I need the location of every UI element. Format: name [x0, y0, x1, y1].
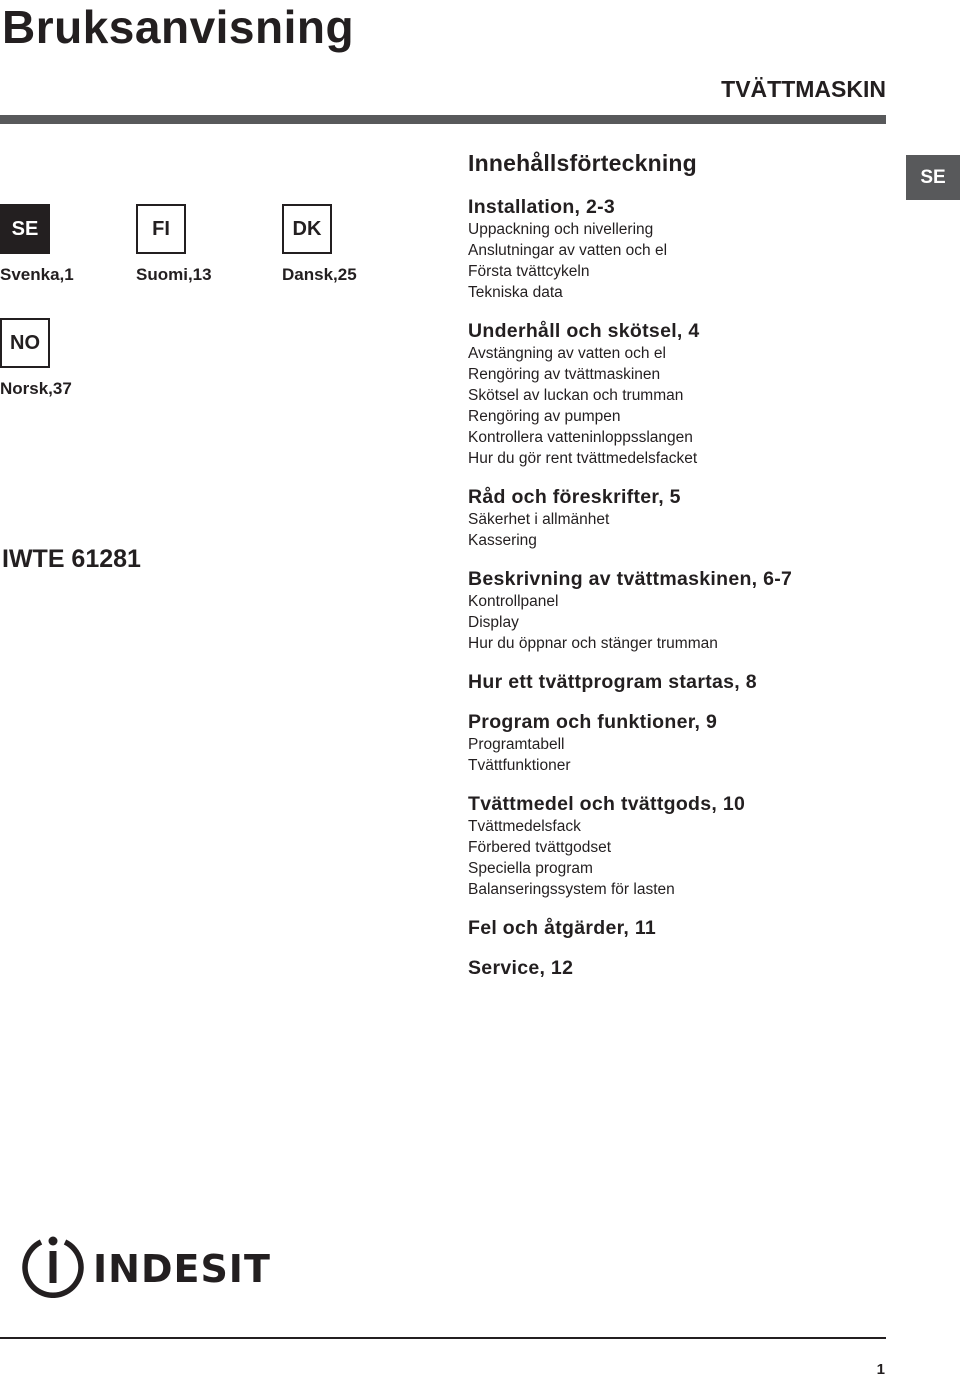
- toc-item[interactable]: Hur du öppnar och stänger trumman: [468, 635, 718, 652]
- language-name: Dansk,25: [282, 265, 357, 284]
- language-code-box: FI: [136, 204, 186, 254]
- toc-item[interactable]: Uppackning och nivellering: [468, 221, 654, 238]
- toc-section: [468, 916, 898, 940]
- language-code-box: SE: [0, 204, 50, 254]
- toc-item[interactable]: Första tvättcykeln: [468, 263, 590, 280]
- model-number: IWTE 61281: [2, 545, 141, 573]
- toc-item[interactable]: Display: [468, 614, 519, 631]
- toc-section: [468, 567, 898, 654]
- indesit-logo-icon: [21, 1234, 271, 1298]
- language-no[interactable]: [0, 318, 72, 399]
- toc-item-list: [468, 816, 898, 900]
- toc-item-list: [468, 219, 898, 303]
- footer-rule: [0, 1337, 886, 1339]
- header-rule: [0, 115, 886, 124]
- toc-item-list: [468, 343, 898, 469]
- language-name: Suomi,13: [136, 265, 212, 284]
- toc-item-list: [468, 734, 898, 776]
- toc-item[interactable]: Kontrollpanel: [468, 593, 559, 610]
- toc-item[interactable]: Programtabell: [468, 736, 565, 753]
- toc-item[interactable]: Skötsel av luckan och trumman: [468, 387, 684, 404]
- toc-section-title[interactable]: Beskrivning av tvättmaskinen, 6-7: [468, 568, 793, 590]
- toc-item[interactable]: Balanseringssystem för lasten: [468, 881, 675, 898]
- brand-wordmark: INDESIT: [93, 1247, 271, 1291]
- toc-section-title[interactable]: Program och funktioner, 9: [468, 711, 718, 733]
- toc-section: [468, 670, 898, 694]
- toc-heading: Innehållsförteckning: [468, 150, 697, 176]
- toc-item-list: [468, 591, 898, 654]
- toc-item[interactable]: Tvättmedelsfack: [468, 818, 581, 835]
- language-tab[interactable]: SE: [906, 155, 960, 200]
- toc-section: [468, 792, 898, 900]
- toc-section-title[interactable]: Underhåll och skötsel, 4: [468, 320, 700, 342]
- brand-logo: [21, 1234, 271, 1303]
- toc-section-title[interactable]: Fel och åtgärder, 11: [468, 917, 657, 939]
- toc-item[interactable]: Rengöring av pumpen: [468, 408, 621, 425]
- language-fi[interactable]: [136, 204, 212, 285]
- language-name: Svenka,1: [0, 265, 74, 284]
- toc-section: [468, 710, 898, 776]
- page-number: 1: [876, 1361, 885, 1378]
- toc-item[interactable]: Säkerhet i allmänhet: [468, 511, 610, 528]
- toc-section-title[interactable]: Råd och föreskrifter, 5: [468, 486, 681, 508]
- toc-item[interactable]: Kontrollera vatteninloppsslangen: [468, 429, 693, 446]
- toc-item-list: [468, 509, 898, 551]
- language-se[interactable]: [0, 204, 74, 285]
- toc-item[interactable]: Avstängning av vatten och el: [468, 345, 666, 362]
- toc-section: [468, 485, 898, 551]
- table-of-contents: [468, 150, 898, 996]
- toc-item[interactable]: Rengöring av tvättmaskinen: [468, 366, 661, 383]
- language-dk[interactable]: [282, 204, 357, 285]
- toc-sections: [468, 195, 898, 980]
- toc-section-title[interactable]: Service, 12: [468, 957, 574, 979]
- toc-item[interactable]: Kassering: [468, 532, 537, 549]
- toc-section: [468, 195, 898, 303]
- toc-item[interactable]: Tvättfunktioner: [468, 757, 571, 774]
- toc-section-title[interactable]: Installation, 2-3: [468, 196, 616, 218]
- toc-item[interactable]: Speciella program: [468, 860, 593, 877]
- toc-item[interactable]: Hur du gör rent tvättmedelsfacket: [468, 450, 698, 467]
- toc-section: [468, 319, 898, 469]
- toc-section-title[interactable]: Tvättmedel och tvättgods, 10: [468, 793, 746, 815]
- page-title: Bruksanvisning: [2, 1, 355, 53]
- toc-item[interactable]: Anslutningar av vatten och el: [468, 242, 668, 259]
- language-code-box: DK: [282, 204, 332, 254]
- toc-item[interactable]: Tekniska data: [468, 284, 563, 301]
- product-type: TVÄTTMASKIN: [721, 76, 886, 102]
- toc-item[interactable]: Förbered tvättgodset: [468, 839, 612, 856]
- toc-section-title[interactable]: Hur ett tvättprogram startas, 8: [468, 671, 757, 693]
- language-name: Norsk,37: [0, 379, 72, 398]
- language-code-box: NO: [0, 318, 50, 368]
- toc-section: [468, 956, 898, 980]
